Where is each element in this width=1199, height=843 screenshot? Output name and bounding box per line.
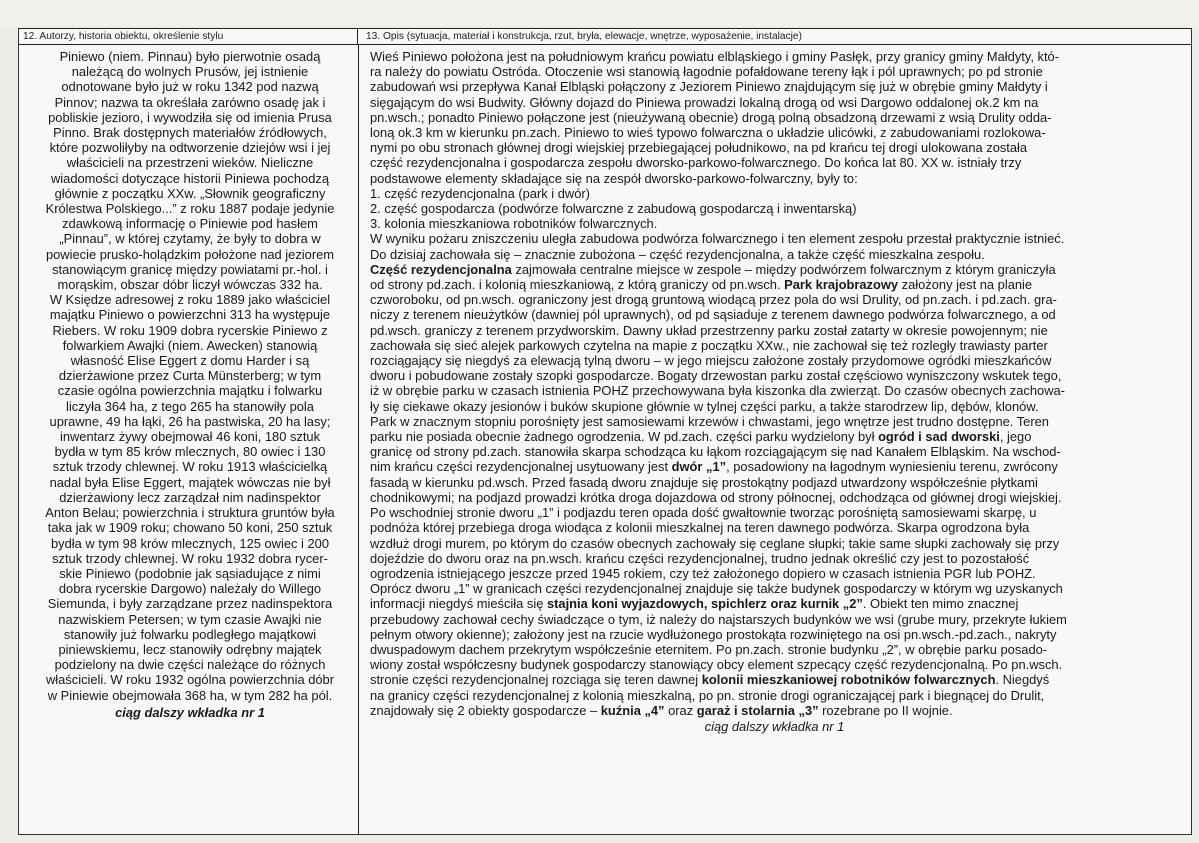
bold-term: garaż i stolarnia „3” <box>696 702 819 718</box>
bold-term: kuźnia „4” <box>600 702 665 718</box>
description-paragraph-location: Wieś Piniewo położona jest na południowym krańcu powiatu elbląskiego i gminy Pasłęk, przy granicy gminy Małdyty, któ- ra należy do powiatu Ostróda. Otoczenie wsi stanowią łagodnie pofałdowane tereny łąk i pól uprawnych; po pd stronie zabudowań wsi przepływa Kanał Elbląski połączony z Jeziorem Piniewo znajdującym się już w obrębie gminy Małdyty i sięgającym do wsi Budwity. Główny dojazd do Piniewa prowadzi lokalną drogą od wsi Dargowo oddalonej ok.2 km na pn.wsch.; ponadto Piniewo połączone jest (nieużywaną obecnie) drogą polną obsadzoną drzewami z wsią Drulity odda- loną ok.3 km w kierunku pn.zach. Piniewo to wieś typowo folwarczna o układzie ulicówki, z zabudowaniami rozlokowa- nymi po obu stronach głównej drogi wiejskiej przebiegającej południkowo, na pd krańcu tej drogi ulokowana została część rezydencjonalna i gospodarcza zespołu dworsko-parkowo-folwarcznego. Do końca lat 80. XX w. istniały trzy podstawowe elementy składające się na zespół dworsko-parkowo-folwarczny, były to: <box>370 49 1060 186</box>
bold-term: kolonii mieszkaniowej robotników folwarcznych <box>701 672 996 688</box>
header-description: 13. Opis (sytuacja, materiał i konstrukcja, rzut, bryła, elewacje, wnętrze, wyposażenie, instalacje) <box>358 29 1191 45</box>
history-text: Piniewo (niem. Pinnau) było pierwotnie osadą należącą do wolnych Prusów, jej istnienie odnotowane było już w roku 1342 pod nazwą Pinnov; nazwa ta określała zarówno osadę jak i pobliskie jezioro, i wywodziła się od imienia Prusa Pinno. Brak dostępnych materiałów źródłowych, które pozwoliłyby na odtworzenie dziejów wsi i jej właścicieli na przestrzeni wieków. Nieliczne wiadomości dotyczące historii Piniewa pochodzą głównie z początku XXw. „Słownik geograficzny Królestwa Polskiego...” z roku 1887 podaje jedynie zdawkową informację o Piniewie pod hasłem „Pinnau”, w której czytamy, że były to dobra w powiecie prusko-holądzkim położone nad jeziorem stanowiącym granicę między powiatami pr.-hol. i morąskim, obszar dóbr liczył wówczas 332 ha. W Księdze adresowej z roku 1889 jako właściciel majątku Piniewo o powierzchni 313 ha występuje Riebers. W roku 1909 dobra rycerskie Piniewo z folwarkiem Awajki (niem. Awecken) stanowią własność Elise Eggert z domu Harder i są dzierżawione przez Curta Münsterberg; w tym czasie ogólna powierzchnia majątku i folwarku liczyła 364 ha, z tego 265 ha stanowiły pola uprawne, 49 ha łąki, 26 ha pastwiska, 20 ha lasy; inwentarz żywy obejmował 46 koni, 180 sztuk bydła w tym 85 krów mlecznych, 80 owiec i 130 sztuk trzody chlewnej. W roku 1913 właścicielką nadal była Elise Eggert, majątek wówczas nie był dzierżawiony lecz zarządzał nim nadinspektor Anton Belau; powierzchnia i struktura gruntów była taka jak w 1909 roku; chowano 50 koni, 250 sztuk bydła w tym 98 krów mlecznych, 125 owiec i 200 sztuk trzody chlewnej. W roku 1932 dobra rycer- skie Piniewo (podobnie jak sąsiadujące z nimi dobra rycerskie Dargowo) należały do Willego Siemunda, i były zarządzane przez nadinspektora nazwiskiem Petersen; w tym czasie Awajki nie stanowiły już folwarku podległego majątkowi piniewskiemu, lecz stanowiły odrębny majątek podzielony na dwie części należące do różnych właścicieli. W roku 1932 ogólna powierzchnia dóbr w Piniewie obejmowała 368 ha, w tym 282 ha pól. <box>45 49 335 703</box>
elements-list-item: 3. kolonia mieszkaniowa robotników folwarcznych. <box>370 216 658 232</box>
bold-term: ogród i sad dworski <box>878 429 1000 445</box>
description-paragraph-fire: W wyniku pożaru zniszczeniu uległa zabudowa podwórza folwarcznego i ten element zespołu przestał praktycznie istnieć. Do dzisiaj zachowała się – znacznie zubożona – część rezydencjonalna, a także część mieszkalna zespołu. <box>370 231 1065 262</box>
text-run: . Niegdyś na granicy części rezydencjonalnej z kolonią mieszkalną, po pn. stronie drogi ograniczającej park i biegnącej do Drulit, znajdowały się 2 obiekty gospodarcze – <box>370 672 1050 718</box>
description-paragraph-residential <box>370 262 1179 718</box>
text-run: , jego granicę od strony pd.zach. stanowiła skarpa schodząca ku łąkom rozciągającym się nad Kanałem Elbląskim. Na wschod- nim krańcu części rezydencjonalnej usytuowany jest <box>370 429 1061 475</box>
column-divider <box>358 45 359 834</box>
bold-term: dwór „1” <box>671 459 727 475</box>
bold-term: Park krajobrazowy <box>784 277 899 293</box>
description-column <box>370 49 1179 734</box>
continued-note-right: ciąg dalszy wkładka nr 1 <box>704 718 845 734</box>
text-run: oraz <box>664 702 697 718</box>
continued-note-left: ciąg dalszy wkładka nr 1 <box>115 704 265 720</box>
text-run: założony jest na planie czworoboku, od pn.wsch. ograniczony jest drogą gruntową wiodącą przez pola do wsi Drulity, od pn.zach. i pd.zach. gra- niczy z terenem nieużytków (dawniej pól uprawnych), od pd sąsiaduje z terenem dawnego podwórza folwarcznego, a od pd.wsch. graniczy z terenem przydworskim. Dawny układ przestrzenny parku został zatarty w okresie powojennym; nie zachowała się sieć alejek parkowych czytelna na mapie z początku XXw., nie zachował się też rozległy trawiasty parter rozciągający się niegdyś za elewacją tylną dworu – w jego miejscu założone zostały przydomowe ogródki mieszkańców dworu i pobudowane zostały szopki gospodarcze. Bogaty drzewostan parku został częściowo wyniszczony wskutek tego, iż w obrębie parku w czasach istnienia POHZ przechowywana była kiszonka dla zwierząt. Do czasów obecnych zachowa- ły się ciekawe okazy jesionów i buków skupione głównie w tylnej części parku, a także starodrzew lip, dębów, klonów. Park w znacznym stopniu porośnięty jest samosiewami krzewów i chwastami, jego wnętrze jest trudno dostępne. Teren parku nie posiada obecnie żadnego ogrodzenia. W pd.zach. części parku wydzielony był <box>370 277 1065 445</box>
bold-term: stajnia koni wyjazdowych, spichlerz oraz kurnik „2” <box>546 596 863 612</box>
document-sheet <box>18 28 1192 835</box>
history-column <box>28 49 352 720</box>
header-authors-history: 12. Autorzy, historia obiektu, określenie stylu <box>19 29 358 45</box>
elements-list-item: 1. część rezydencjonalna (park i dwór) <box>370 185 590 201</box>
elements-list-item: 2. część gospodarcza (podwórze folwarczne z zabudową gospodarczą i inwentarską) <box>370 201 857 217</box>
text-run: zajmowała centralne miejsce w zespole – między podwórzem folwarcznym z którym graniczyła od strony pd.zach. i kolonią mieszkaniową, z którą graniczy od pn.wsch. <box>370 261 1056 293</box>
page-background <box>0 0 1199 26</box>
text-run: , posadowiony na łagodnym wyniesieniu terenu, zwrócony fasadą w kierunku pd.wsch. Przed fasadą dworu znajduje się prostokątny podjazd utwardzony współcześnie płytkami chodnikowymi; na podjazd prowadzi krótka droga dojazdowa od strony północnej, odchodząca od głównej drogi wiejskiej. Po wschodniej stronie dworu „1” i podjazdu teren opada dość gwałtownie tworząc porośniętą samosiewami skarpę, u podnóża której przebiega droga wiodąca z kolonii mieszkalnej na teren dawnego podwórza. Skarpa ogrodzona była wzdłuż drogi murem, po którym do czasów obecnych zachowały się ceglane słupki; takie same słupki zachowały się przy dojeździe do dworu oraz na pn.wsch. krańcu części rezydencjonalnej, trudno jednak określić czy jest to pozostałość ogrodzenia istniejącego jeszcze przed 1945 rokiem, czy też założonego dopiero w czasach istnienia PGR lub POHZ. Oprócz dworu „1” w granicach części rezydencjonalnej znajduje się także budynek gospodarczy w którym wg uzyskanych informacji niegdyś mieściła się <box>370 459 1063 612</box>
bold-term: Część rezydencjonalna <box>370 261 512 277</box>
text-run: . Obiekt ten mimo znacznej przebudowy zachował cechy świadczące o tym, iż należy do najstarszych budynków we wsi (grube mury, przekryte łukiem pełnym otwory okienne); założony jest na rzucie wydłużonego prostokąta rozwiniętego na osi pn.wsch.-pd.zach., nakryty dwuspadowym dachem przekrytym współcześnie eternitem. Po pn.zach. stronie budynku „2”, w obrębie parku posado- wiony został współczesny budynek gospodarczy stanowiący obcy element szpecący część rezydencjonalną. Po pn.wsch. stronie części rezydencjonalnej rozciąga się teren dawnej <box>370 596 1067 688</box>
text-run: rozebrane po II wojnie. <box>818 702 953 718</box>
